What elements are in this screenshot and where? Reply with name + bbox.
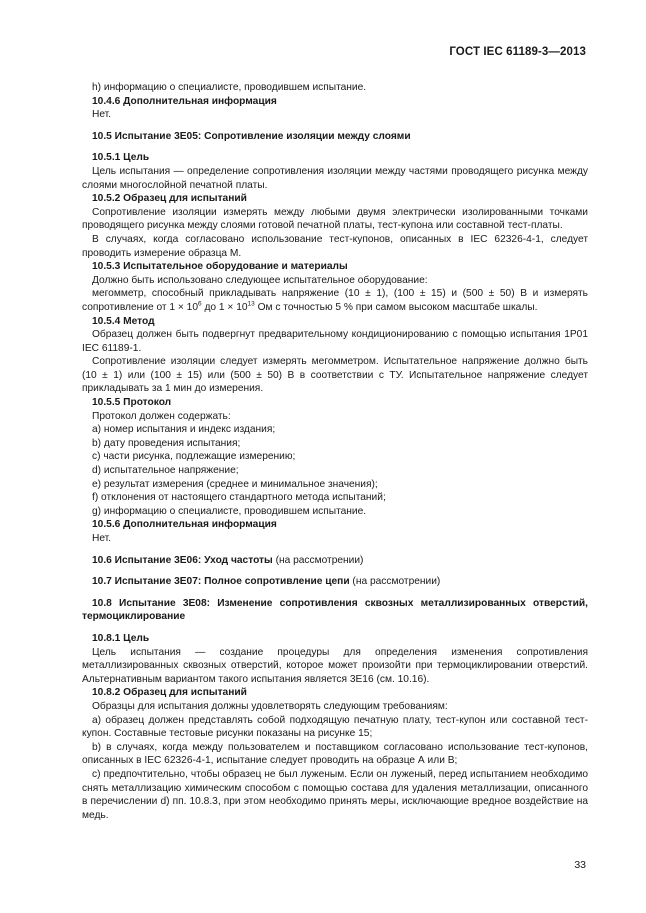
section-heading: 10.5.5 Протокол — [92, 397, 172, 409]
section-heading: 10.5 Испытание 3E05: Сопротивление изоляции между слоями — [92, 130, 411, 142]
paragraph: Должно быть использовано следующее испытательное оборудование: — [92, 274, 428, 286]
text-run: до 1 × 10 — [201, 301, 248, 313]
section-line — [82, 575, 588, 589]
section-heading: 10.6 Испытание 3E06: Уход частоты — [92, 554, 273, 566]
paragraph: Сопротивление изоляции следует измерять мегомметром. Испытательное напряжение должно быть (10 ± 1) или (100 ± 15) или (500 ± 50) В в соответствии с ТУ. Испытательное напряжение следует прикладывать за 1 мин до измерения. — [82, 356, 588, 395]
page-number: 33 — [574, 859, 586, 871]
paragraph: Образец должен быть подвергнут предварительному кондиционированию с помощью испытания 1P01 IEC 61189-1. — [82, 329, 588, 354]
standard-header: ГОСТ IEC 61189-3—2013 — [449, 46, 586, 58]
list-item: e) результат измерения (среднее и минимальное значения); — [92, 478, 378, 490]
paragraph: Образцы для испытания должны удовлетворять следующим требованиям: — [92, 700, 448, 712]
section-heading: 10.5.3 Испытательное оборудование и материалы — [92, 261, 348, 273]
text-run: Ом с точностью 5 % при самом высоком масштабе шкалы. — [254, 301, 538, 313]
paragraph: Цель испытания — определение сопротивления изоляции между частями проводящего рисунка между слоями многослойной печатной платы. — [82, 165, 588, 191]
list-item: a) образец должен представлять собой подходящую печатную плату, тест-купон или составной тест-купон. Составные тестовые рисунки показаны на рисунке 15; — [82, 714, 588, 740]
section-heading: 10.8.1 Цель — [92, 632, 150, 644]
section-heading: 10.5.2 Образец для испытаний — [92, 193, 247, 205]
section-line — [82, 554, 588, 568]
paragraph: Протокол должен содержать: — [92, 410, 231, 422]
section-heading: 10.7 Испытание 3E07: Полное сопротивление цепи — [92, 576, 350, 588]
paragraph: Цель испытания — создание процедуры для определения изменения сопротивления металлизированных сквозных отверстий, которое может произойти при термоциклировании отверстий. Альтернативным вариантом такого испытания является 3E16 (см. 10.16). — [82, 646, 588, 685]
section-heading: 10.5.6 Дополнительная информация — [92, 519, 277, 531]
exponent: 6 — [198, 300, 202, 308]
status-note: (на рассмотрении) — [272, 554, 364, 566]
section-heading: 10.4.6 Дополнительная информация — [92, 95, 277, 107]
document-body — [82, 81, 588, 822]
paragraph — [82, 287, 588, 314]
status-note: (на рассмотрении) — [349, 576, 441, 588]
paragraph: В случаях, когда согласовано использование тест-купонов, описанных в IEC 62326-4-1, следует проводить измерение образца М. — [82, 233, 588, 259]
list-item: f) отклонения от настоящего стандартного метода испытаний; — [92, 492, 386, 504]
list-item: b) в случаях, когда между пользователем и поставщиком согласовано использование тест-купонов, описанных в IEC 62326-4-1, испытание следует проводить на образце А или В; — [82, 741, 588, 767]
list-item: c) части рисунка, подлежащие измерению; — [92, 451, 296, 463]
paragraph: h) информацию о специалисте, проводившем испытание. — [92, 82, 367, 93]
paragraph: Нет. — [92, 109, 112, 121]
list-item: c) предпочтительно, чтобы образец не был луженым. Если он луженый, перед испытанием необходимо снять металлизацию химическим способом с помощью состава для удаления металлизации, описанного в перечислении d) пп. 10.8.3, при этом необходимо принять меры, исключающие вредное воздействие на медь. — [82, 768, 588, 821]
list-item: g) информацию о специалисте, проводившем испытание. — [92, 505, 367, 517]
section-heading: 10.8.2 Образец для испытаний — [92, 687, 247, 699]
section-heading: 10.5.4 Метод — [92, 315, 155, 327]
paragraph: Сопротивление изоляции измерять между любыми двумя электрически изолированными точками проводящего рисунка между слоями готовой печатной платы, тест-купона или составной тест-платы. — [82, 206, 588, 232]
list-item: d) испытательное напряжение; — [92, 465, 239, 477]
section-heading: 10.8 Испытание 3E08: Изменение сопротивления сквозных металлизированных отверстий, термоциклирование — [82, 597, 588, 623]
section-heading: 10.5.1 Цель — [92, 152, 150, 164]
list-item: a) номер испытания и индекс издания; — [92, 424, 276, 436]
list-item: b) дату проведения испытания; — [92, 437, 241, 449]
paragraph: Нет. — [92, 533, 112, 544]
exponent: 13 — [247, 300, 255, 308]
text-run: мегомметр, способный прикладывать напряжение (10 ± 1), (100 ± 15) и (500 ± 50) В и измерять сопротивление от 1 × 10 — [82, 288, 588, 313]
